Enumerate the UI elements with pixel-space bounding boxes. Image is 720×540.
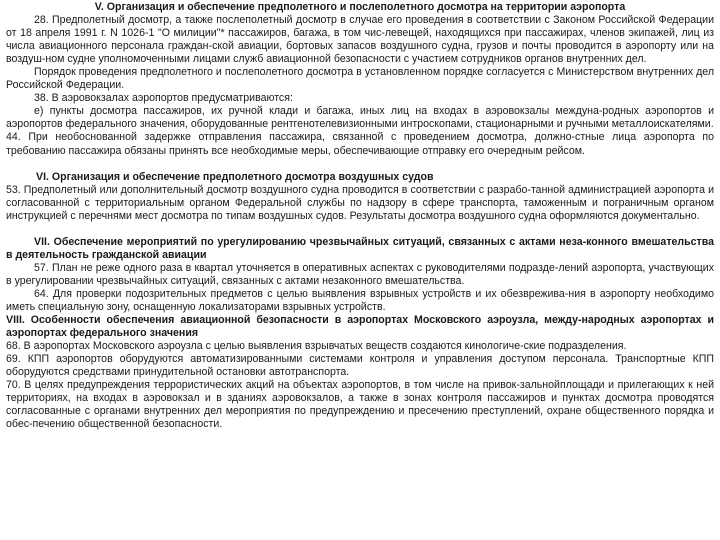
paragraph-38: 38. В аэровокзалах аэропортов предусматриваются: [34,92,293,105]
paragraph-57: 57. План не реже одного раза в квартал уточняется в оперативных аспектах с руководителями подразде-лений аэропорта, участвующих в урегулировании чрезвычайных ситуаций, связанных с актами незаконного вмешательства. [6,261,714,287]
paragraph-64: 64. Для проверки подозрительных предметов с целью выявления взрывных устройств и их обезврежива-ния в аэропорту необходимо иметь специальную зону, оснащенную локализаторами взрывных устройств. [6,287,714,313]
section-8-heading: VIII. Особенности обеспечения авиационной безопасности в аэропортах Московского аэроузла, между-народных аэропортах и аэропортах федерального значения [6,314,714,340]
paragraph-order: Порядок проведения предполетного и послеполетного досмотра в установленном порядке согласуется с Министерством внутренних дел Российской Федерации. [6,66,714,92]
paragraph-53: 53. Предполетный или дополнительный досмотр воздушного судна проводится в соответствии с разрабо-танной администрацией аэропорта и согласованной с территориальным органом Федеральной службы по надзору в сфере транспорта, таможенным и пограничным органом инструкцией с перечнями мест досмотра по типам воздушных судов. Результаты досмотра воздушного судна оформляются документально. [6,183,714,222]
paragraph-28: 28. Предполетный досмотр, а также послеполетный досмотр в случае его проведения в соответствии с Законом Российской Федерации от 18 апреля 1991 г. N 1026-1 "О милиции"* пассажиров, багажа, в том чис-левещей, находящихся при пассажирах, членов экипажей, лиц из числа авиационного персонала граждан-ской авиации, бортовых запасов воздушного судна, грузов и почты проводится в аэропорту или на воздуш-ном судне уполномоченными лицами служб авиационной безопасности с участием сотрудников органов внутренних дел. [6,14,714,66]
paragraph-38e: е) пункты досмотра пассажиров, их ручной клади и багажа, иных лиц на входах в аэровокзалы междуна-родных аэропортов и аэропортов федерального значения, оборудованные рентгенотелевизионными интроскопами, стационарными и ручными металлоискателями. [6,105,714,131]
spacer [6,223,714,236]
section-6-heading: VI. Организация и обеспечение предполетного досмотра воздушных судов [36,170,434,183]
paragraph-70: 70. В целях предупреждения террористических акций на объектах аэропортов, в том числе на привок-зальнойплощади и прилегающих к ней территориях, на входах в аэровокзал и в зданиях аэровокзалов, а также в зонах контроля пассажиров и пунктах досмотра проводятся согласованные с органами внутренних дел мероприятия по предупреждению и пресечению преступлений, охране общественного порядка и обес-печению общественной безопасности. [6,379,714,431]
section-5-heading: V. Организация и обеспечение предполетного и послеполетного досмотра на территории аэропорта [94,1,626,13]
section-7-heading: VII. Обеспечение мероприятий по урегулированию чрезвычайных ситуаций, связанных с актами неза-конного вмешательства в деятельность гражданской авиации [6,235,714,261]
spacer [6,158,714,171]
paragraph-69: 69. КПП аэропортов оборудуются автоматизированными системами контроля и управления доступом персонала. Транспортные КПП оборудуются средствами принудительной остановки автотранспорта. [6,353,714,379]
paragraph-68: 68. В аэропортах Московского аэроузла с целью выявления взрывчатых веществ создаются кинологиче-ские подразделения. [6,340,627,353]
paragraph-44: 44. При необоснованной задержке отправления пассажира, связанной с проведением досмотра, должно-стные лица аэропорта по требованию пассажира обязаны принять все необходимые меры, обеспечивающие отправку его очередным рейсом. [6,131,714,157]
